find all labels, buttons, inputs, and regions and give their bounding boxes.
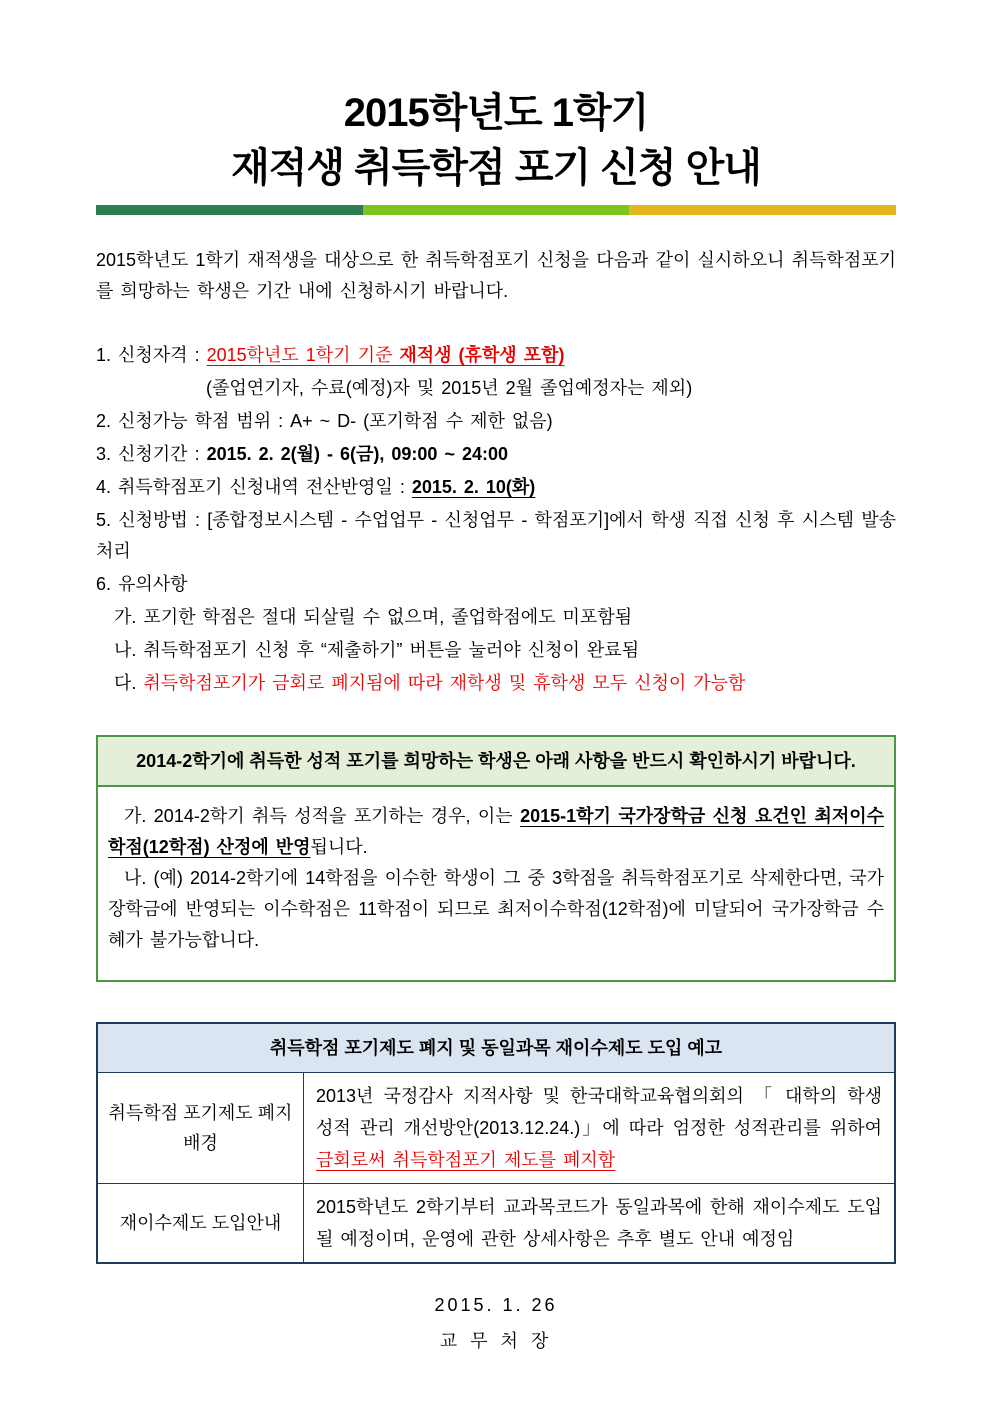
row-text-abolition-background xyxy=(304,1073,896,1184)
scholarship-notice-body xyxy=(98,787,894,980)
scholarship-para-na: 나. (예) 2014-2학기에 14학점을 이수한 학생이 그 중 3학점을 취득학점포기로 삭제한다면, 국가장학금에 반영되는 이수학점은 11학점이 되므로 최저이수학점(12학점)에 미달되어 국가장학금 수혜가 불가능합니다. xyxy=(108,868,884,950)
document-page xyxy=(96,0,896,1356)
item-credit-range: 2. 신청가능 학점 범위 : A+ ~ D- (포기학점 수 제한 없음) xyxy=(96,411,553,431)
scholarship-para-ga-post: 됩니다. xyxy=(310,837,368,857)
item-eligibility-label: 1. 신청자격 : xyxy=(96,345,207,365)
footer-date: 2015. 1. 26 xyxy=(434,1295,558,1315)
application-period-label: 3. 신청기간 : xyxy=(96,444,207,464)
divider-segment-light-green xyxy=(363,205,630,215)
abolition-red-text: 금회로써 취득학점포기 제도를 폐지함 xyxy=(316,1150,616,1170)
abolition-notice-table xyxy=(96,1022,896,1264)
cautions-list xyxy=(96,602,896,699)
application-info-list xyxy=(96,340,896,699)
eligibility-exclusion-note: (졸업연기자, 수료(예정)자 및 2015년 2월 졸업예정자는 제외) xyxy=(206,378,693,398)
page-title-line2: 재적생 취득학점 포기 신청 안내 xyxy=(231,146,761,190)
item-application-method: 5. 신청방법 : [종합정보시스템 - 수업업무 - 신청업무 - 학점포기]에서 학생 직접 신청 후 시스템 발송 처리 xyxy=(96,510,896,561)
divider-segment-gold xyxy=(629,205,896,215)
row-label-abolition-background: 취득학점 포기제도 폐지 배경 xyxy=(97,1073,304,1184)
item-cautions-heading: 6. 유의사항 xyxy=(96,574,188,594)
page-title xyxy=(96,86,896,196)
scholarship-para-ga-pre: 가. 2014-2학기 취득 성적을 포기하는 경우, 이는 xyxy=(124,806,521,826)
item-reflection-date xyxy=(96,472,896,503)
caution-da xyxy=(114,668,896,699)
table-row-abolition-background xyxy=(97,1073,895,1184)
caution-da-label: 다. xyxy=(114,673,144,693)
intro-paragraph: 2015학년도 1학기 재적생을 대상으로 한 취득학점포기 신청을 다음과 같이 실시하오니 취득학점포기를 희망하는 학생은 기간 내에 신청하시기 바랍니다. xyxy=(96,250,896,301)
abolition-table-title: 취득학점 포기제도 폐지 및 동일과목 재이수제도 도입 예고 xyxy=(97,1023,895,1073)
footer-signature: 교 무 처 장 xyxy=(439,1331,553,1351)
abolition-background-text: 2013년 국정감사 지적사항 및 한국대학교육협의회의 「 대학의 학생 성적 관리 개선방안(2013.12.24.)」에 따라 엄정한 성적관리를 위하여 xyxy=(316,1086,882,1138)
tricolor-divider xyxy=(96,205,896,215)
caution-da-red-text: 취득학점포기가 금회로 폐지됨에 따라 재학생 및 휴학생 모두 신청이 가능함 xyxy=(143,673,746,693)
scholarship-para-ga xyxy=(108,801,884,863)
divider-segment-dark-green xyxy=(96,205,363,215)
item-application-period xyxy=(96,439,896,470)
eligibility-highlight-bold: 재적생 (휴학생 포함) xyxy=(399,345,565,365)
reflection-date-value: 2015. 2. 10(화) xyxy=(411,477,536,497)
eligibility-highlight-normal: 2015학년도 1학기 기준 xyxy=(206,345,400,365)
application-period-dates: 2015. 2. 2(월) - 6(금), 09:00 ~ 24:00 xyxy=(206,444,508,464)
scholarship-notice-box xyxy=(96,735,896,982)
eligibility-highlight xyxy=(207,345,565,365)
row-label-retake-guide: 재이수제도 도입안내 xyxy=(97,1184,304,1264)
page-title-line1: 2015학년도 1학기 xyxy=(343,91,649,135)
item-eligibility xyxy=(96,340,896,371)
scholarship-notice-header: 2014-2학기에 취득한 성적 포기를 희망하는 학생은 아래 사항을 반드시 확인하시기 바랍니다. xyxy=(98,737,894,787)
document-footer xyxy=(96,1290,896,1356)
caution-ga: 가. 포기한 학점은 절대 되살릴 수 없으며, 졸업학점에도 미포함됨 xyxy=(114,607,633,627)
table-row-retake-guide xyxy=(97,1184,895,1264)
reflection-date-label: 4. 취득학점포기 신청내역 전산반영일 : xyxy=(96,477,412,497)
caution-na: 나. 취득학점포기 신청 후 “제출하기” 버튼을 눌러야 신청이 완료됨 xyxy=(114,640,640,660)
scholarship-para-ga-emphasis: 2015-1학기 국가장학금 신청 요건인 최저이수학점(12학점) 산정에 반영 xyxy=(108,806,884,857)
row-text-retake-guide: 2015학년도 2학기부터 교과목코드가 동일과목에 한해 재이수제도 도입될 예정이며, 운영에 관한 상세사항은 추후 별도 안내 예정임 xyxy=(304,1184,896,1264)
